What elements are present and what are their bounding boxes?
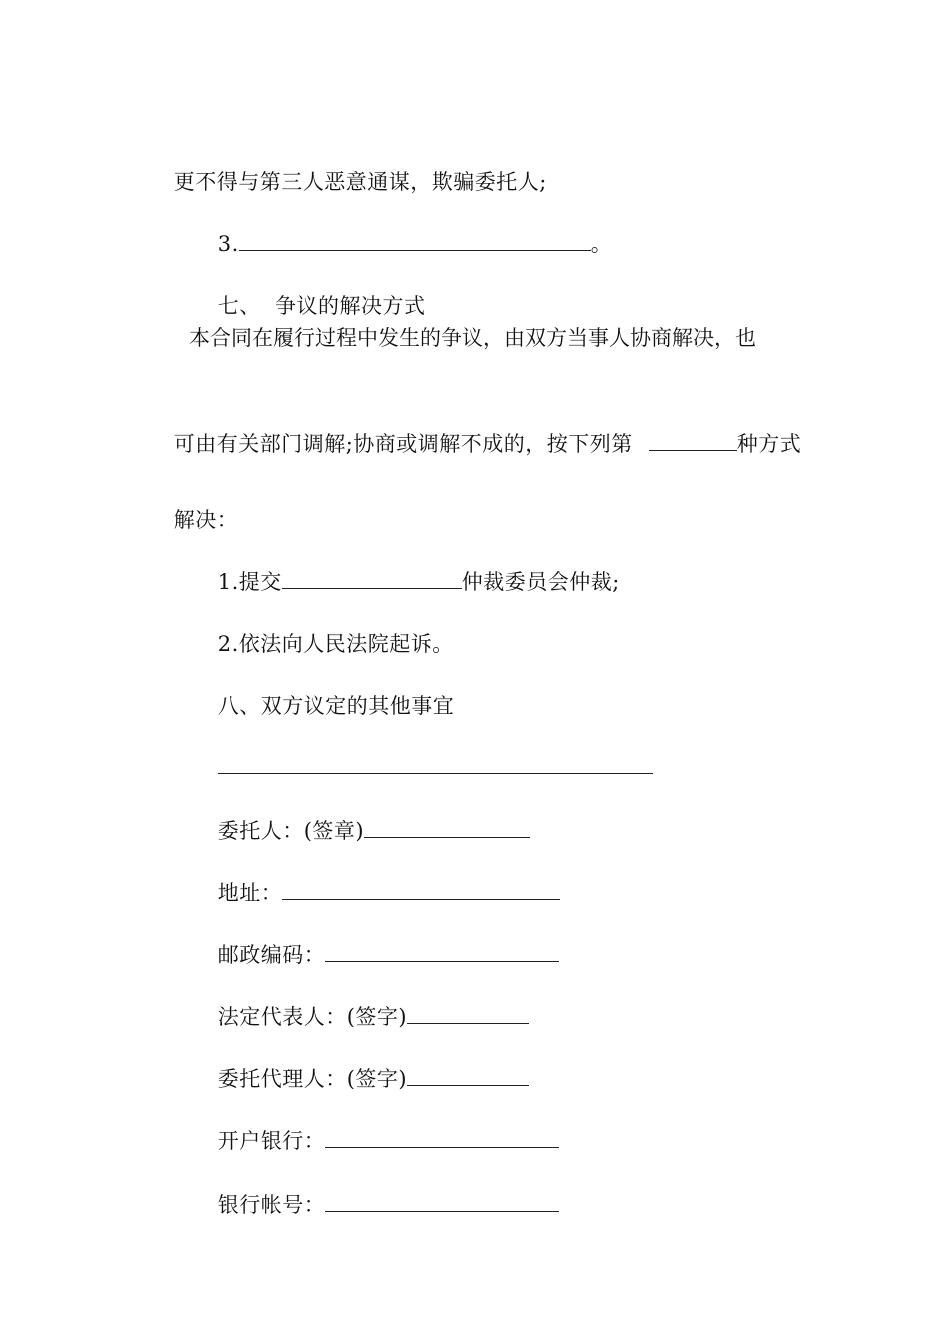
sig-label: 邮政编码： bbox=[217, 943, 326, 967]
item-end: 。 bbox=[590, 232, 613, 256]
option-text-prefix: 1.提交 bbox=[217, 570, 282, 594]
paragraph-text-suffix: 种方式 bbox=[736, 432, 802, 456]
blank-field[interactable] bbox=[239, 231, 591, 251]
heading-text: 八、双方议定的其他事宜 bbox=[217, 694, 455, 718]
paragraph-text: 本合同在履行过程中发生的争议，由双方当事人协商解决，也 bbox=[189, 326, 756, 350]
sig-account bbox=[189, 1160, 559, 1250]
paragraph-line-2 bbox=[145, 399, 801, 489]
sig-label: 委托人：(签章) bbox=[217, 819, 365, 843]
blank-field[interactable] bbox=[649, 431, 737, 451]
sig-label: 开户银行： bbox=[217, 1129, 326, 1153]
sig-label: 地址： bbox=[217, 881, 283, 905]
option-text-suffix: 仲裁委员会仲裁; bbox=[461, 570, 620, 594]
blank-field[interactable] bbox=[282, 569, 462, 589]
blank-field[interactable] bbox=[325, 1192, 559, 1212]
sig-label: 银行帐号： bbox=[217, 1193, 326, 1217]
sig-label: 法定代表人：(签字) bbox=[217, 1005, 408, 1029]
paragraph-line-1 bbox=[145, 323, 807, 353]
item-number: 3. bbox=[217, 232, 239, 256]
blank-field[interactable] bbox=[407, 1004, 529, 1024]
clause-text: 更不得与第三人恶意通谋，欺骗委托人; bbox=[173, 170, 547, 194]
option-text: 2.依法向人民法院起诉。 bbox=[217, 632, 454, 656]
heading-text: 七、 争议的解决方式 bbox=[217, 294, 426, 318]
blank-field[interactable] bbox=[325, 1128, 559, 1148]
paragraph-text-prefix: 可由有关部门调解;协商或调解不成的，按下列第 bbox=[173, 432, 633, 456]
blank-field[interactable] bbox=[407, 1066, 529, 1086]
sig-label: 委托代理人：(签字) bbox=[217, 1067, 408, 1091]
blank-field[interactable] bbox=[325, 942, 559, 962]
blank-field[interactable] bbox=[364, 818, 530, 838]
blank-field[interactable] bbox=[282, 880, 560, 900]
blank-field[interactable] bbox=[218, 754, 653, 774]
paragraph-text: 解决： bbox=[173, 508, 239, 532]
